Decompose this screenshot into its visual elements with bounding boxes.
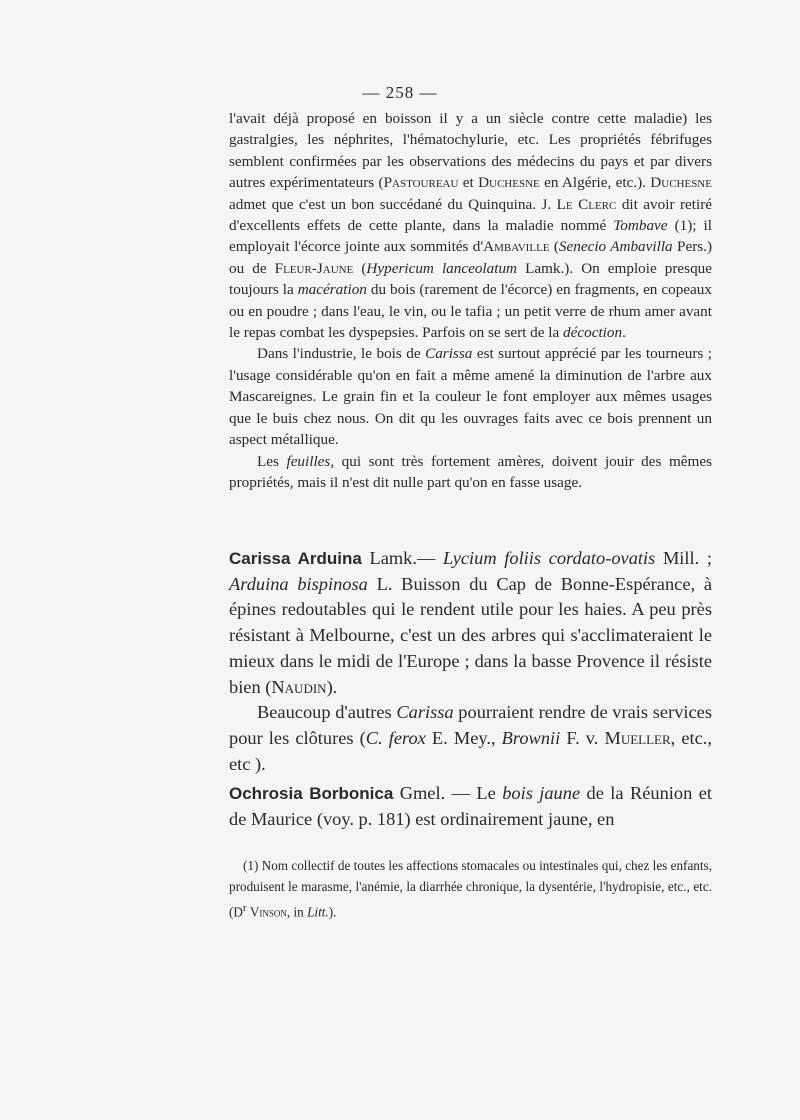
text-run: ). [328,903,337,919]
text-run: ( [549,238,559,256]
italic-term: Brownii [501,727,561,748]
author-name: Naudin [271,676,327,697]
paragraph [229,108,712,343]
upper-text-block [229,108,712,493]
paragraph [229,451,712,494]
text-run: ( [353,259,367,277]
paragraph [229,343,712,450]
italic-term: Carissa [396,702,454,723]
text-run: Dans l'industrie, le bois de [257,345,426,363]
species-name: Ochrosia Borbonica [229,784,394,804]
author-name: Le Clerc [556,195,617,213]
italic-term: Litt. [307,903,329,919]
text-run: est surtout apprécié par les tourneurs ; l'usage considérable qu'on en fait a même amené la diminution de l'arbre aux Mascareignes. Le grain fin et la couleur le font employer aux mêmes usages que le buis chez nous. On dit qu les ouvrages faits avec ce bois prennent un aspect métallique. [229,345,712,449]
author-name: Duchesne [478,174,540,192]
text-run: l'avait déjà proposé en boisson il y a un siècle contre cette maladie) les gastralgies, les néphrites, l'hématochylurie, etc. Les propriétés fébrifuges semblent confirmées par les observations des médecins du pays et par divers autres expérimentateurs ( [229,110,712,192]
italic-term: bois jaune [502,783,581,804]
species-name: Carissa Arduina [229,549,362,568]
italic-term: C. ferox [365,727,426,748]
text-run: (1) Nom collectif de toutes les affections stomacales ou intestinales qui, chez les enfants, produisent le marasme, l'anémie, la diarrhée chronique, la dysentérie, l'hydropisie, etc., etc. (D [229,858,712,919]
text-run: dit avoir retiré d'excellents effets de cette plante, dans la maladie nommé [229,195,712,235]
text-run: . [622,324,626,342]
author-name: Fleur-Jaune [274,259,354,277]
italic-term: macération [297,281,367,299]
text-run: Les [257,452,287,470]
italic-term: Arduina bispinosa [229,573,368,594]
text-run: , etc., etc ). [229,727,712,774]
text-run: en Algérie, etc.). [539,174,651,192]
species-entry-ochrosia-borbonica [229,781,712,832]
species-entry-carissa-arduina [229,546,712,700]
text-run: Lamk.— [361,548,444,568]
text-run: r [242,901,247,914]
page-number: — 258 — [362,83,438,102]
text-run: et [458,174,479,192]
italic-term: Senecio Ambavilla [558,238,673,256]
italic-term: feuilles, [286,452,335,470]
footnote [229,856,712,923]
text-run: F. v. [560,727,605,748]
text-run: admet que c'est un bon succédané du Quinquina. J. [229,195,557,213]
author-name: Pastoureau [383,174,459,192]
text-run: Mill. ; [655,548,712,568]
italic-term: Lycium foliis cordato-ovatis [443,548,656,568]
text-run: (1); il employait l'écorce jointe aux sommités d' [229,217,712,256]
text-run: L. Buisson du Cap de Bonne-Espérance, à épines redoutables qui le rendent utile pour les haies. A peu près résistant à Melbourne, c'est un des arbres qui s'acclimateraient le mieux dans le midi de l'Europe ; dans la basse Provence il résiste bien ( [229,573,712,697]
italic-term: Carissa [425,345,473,363]
text-run: de la Réunion et de Maurice (voy. p. 181) est ordinairement jaune, en [229,783,712,830]
author-name: Ambaville [483,238,550,256]
text-run: qui sont très fortement amères, doivent jouir des mêmes propriétés, mais il n'est dit nulle part qu'on en fasse usage. [229,452,712,491]
text-run: Lamk.). On emploie presque toujours la [229,259,713,299]
author-name: Vinson [249,903,287,919]
text-run: Pers.) ou de [229,238,713,277]
text-run: Gmel. — Le [393,783,503,804]
lower-text-block [229,546,712,833]
text-run: pourraient rendre de vrais services pour les clôtures ( [229,702,712,748]
italic-term: décoction [563,324,623,342]
author-name: Duchesne [650,174,712,192]
text-run: du bois (rarement de l'écorce) en fragments, en copeaux ou en poudre ; dans l'eau, le vin, ou le tafia ; un petit verre de rhum amer avant le repas combat les dyspepsies. Parfois on se sert de la [229,281,712,342]
italic-term: Hypericum lanceolatum [366,259,518,277]
text-run: E. Mey., [425,727,502,748]
text-run: ). [326,676,338,697]
paragraph [229,700,712,777]
author-name: Mueller [604,727,671,748]
text-run: , in [286,903,308,919]
italic-term: Tombave [613,217,668,235]
footnote-text [229,856,712,923]
text-run: Beaucoup d'autres [257,702,397,723]
